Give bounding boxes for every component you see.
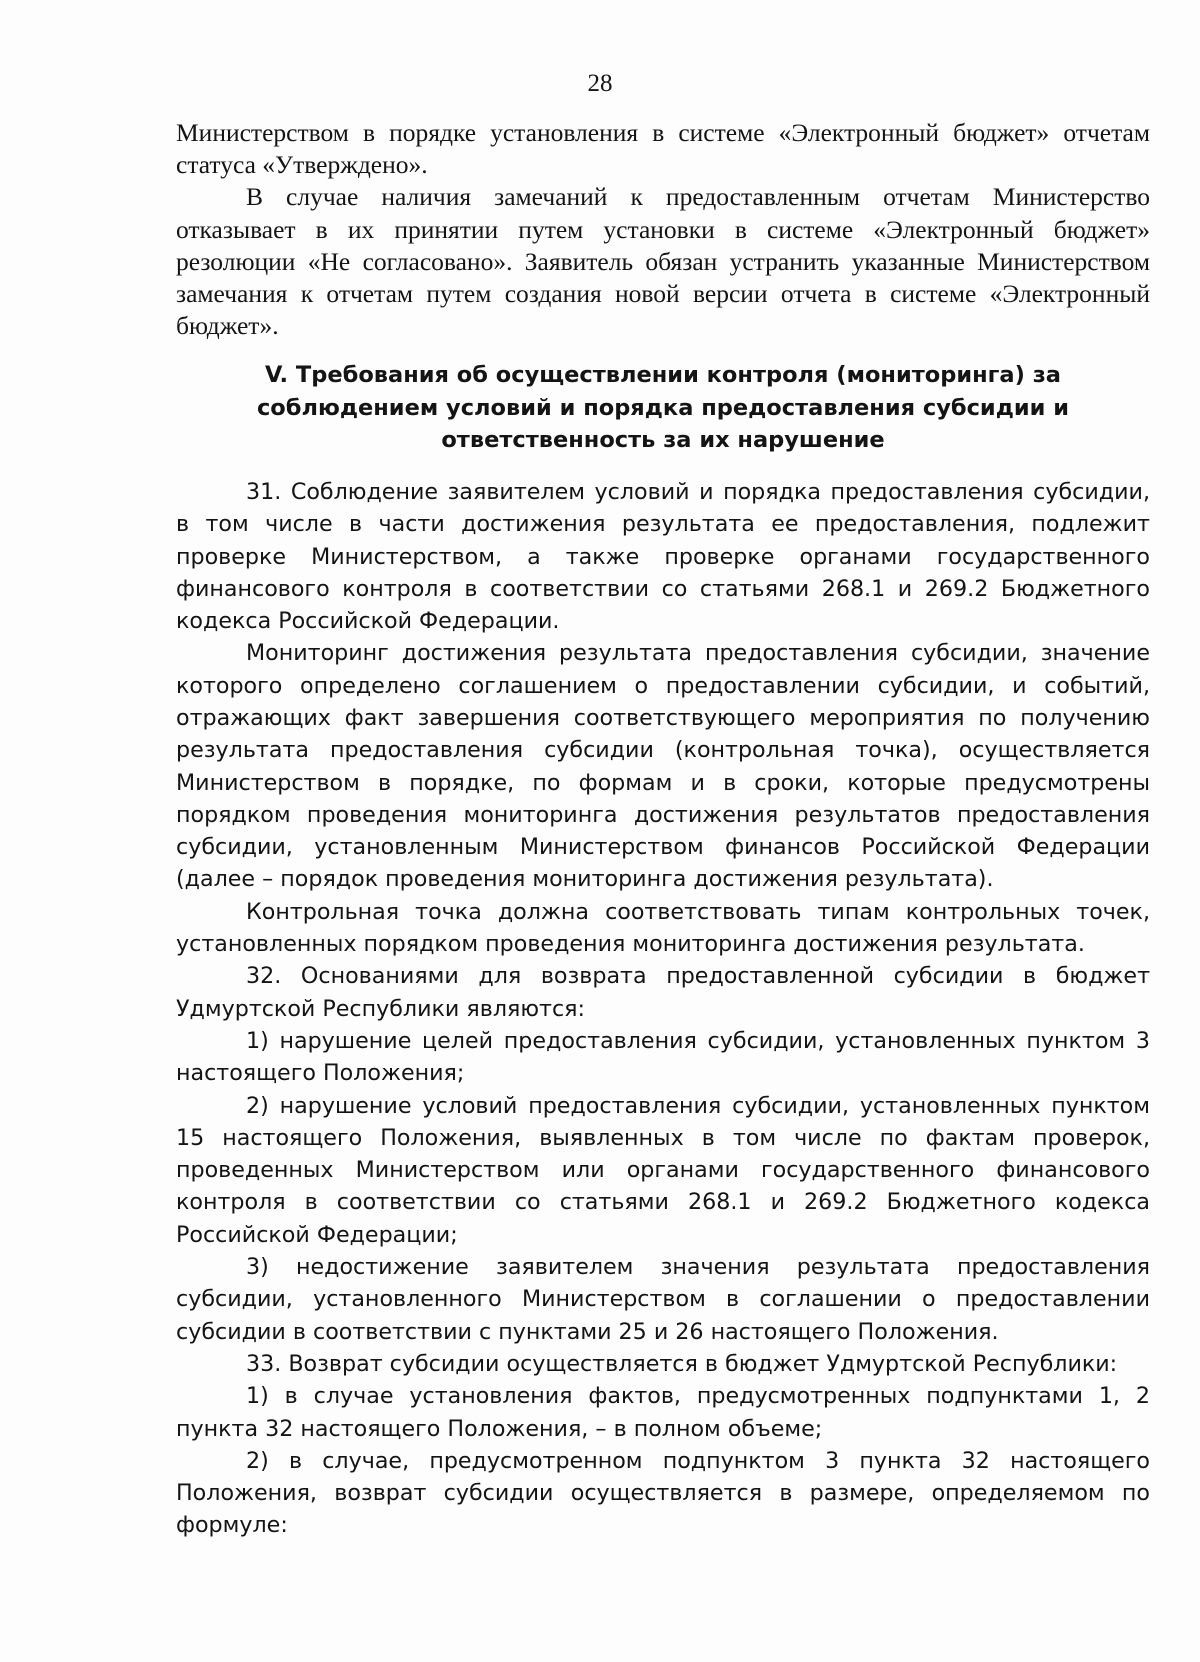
list-item-33-2: 2) в случае, предусмотренном подпунктом 3 пункта 32 настоящего Положения, возврат субсидии осуществляется в размере, определяемом по формуле:	[176, 1447, 1150, 1539]
list-item-33-1: 1) в случае установления фактов, предусмотренных подпунктами 1, 2 пункта 32 настоящего Положения, – в полном объеме;	[176, 1383, 1150, 1442]
list-item-32-3: 3) недостижение заявителем значения результата предоставления субсидии, установленного Министерством в соглашении о предоставлении субсидии в соответствии с пунктами 25 и 26 настоящего Положения.	[176, 1254, 1150, 1345]
paragraph-continuation: Министерством в порядке установления в системе «Электронный бюджет» отчетам статуса «Утверждено».	[176, 118, 1150, 180]
paragraph-32: 32. Основаниями для возврата предоставленной субсидии в бюджет Удмуртской Республики являются:	[176, 963, 1150, 1022]
document-body	[176, 117, 1150, 1542]
paragraph-monitoring: Мониторинг достижения результата предоставления субсидии, значение которого определено соглашением о предоставлении субсидии, и событий, отражающих факт завершения соответствующего мероприятия по получению результата предоставления субсидии (контрольная точка), осуществляется Министерством в порядке, по формам и в сроки, которые предусмотрены порядком проведения мониторинга достижения результатов предоставления субсидии, установленным Министерством финансов Российской Федерации (далее – порядок проведения мониторинга достижения результата).	[176, 640, 1150, 893]
paragraph-33: 33. Возврат субсидии осуществляется в бюджет Удмуртской Республики:	[246, 1350, 1118, 1377]
list-item-32-2: 2) нарушение условий предоставления субсидии, установленных пунктом 15 настоящего Положения, выявленных в том числе по фактам проверок, проведенных Министерством или органами государственного финансового контроля в соответствии со статьями 268.1 и 269.2 Бюджетного кодекса Российской Федерации;	[176, 1092, 1150, 1248]
list-item-32-1: 1) нарушение целей предоставления субсидии, установленных пунктом 3 настоящего Положения;	[176, 1027, 1150, 1087]
section-heading: V. Требования об осуществлении контроля (мониторинга) за соблюдением условий и порядка предоставления субсидии и ответственность за их нарушение	[256, 362, 1070, 454]
paragraph-remarks: В случае наличия замечаний к предоставленным отчетам Министерство отказывает в их принятии путем установки в системе «Электронный бюджет» резолюции «Не согласовано». Заявитель обязан устранить указанные Министерством замечания к отчетам путем создания новой версии отчета в системе «Электронный бюджет».	[176, 182, 1150, 341]
paragraph-control-point: Контрольная точка должна соответствовать типам контрольных точек, установленных порядком проведения мониторинга достижения результата.	[176, 898, 1150, 958]
paragraph-31: 31. Соблюдение заявителем условий и порядка предоставления субсидии, в том числе в части достижения результата ее предоставления, подлежит проверке Министерством, а также проверке органами государственного финансового контроля в соответствии со статьями 268.1 и 269.2 Бюджетного кодекса Российской Федерации.	[176, 478, 1150, 635]
page-number: 28	[587, 70, 613, 97]
